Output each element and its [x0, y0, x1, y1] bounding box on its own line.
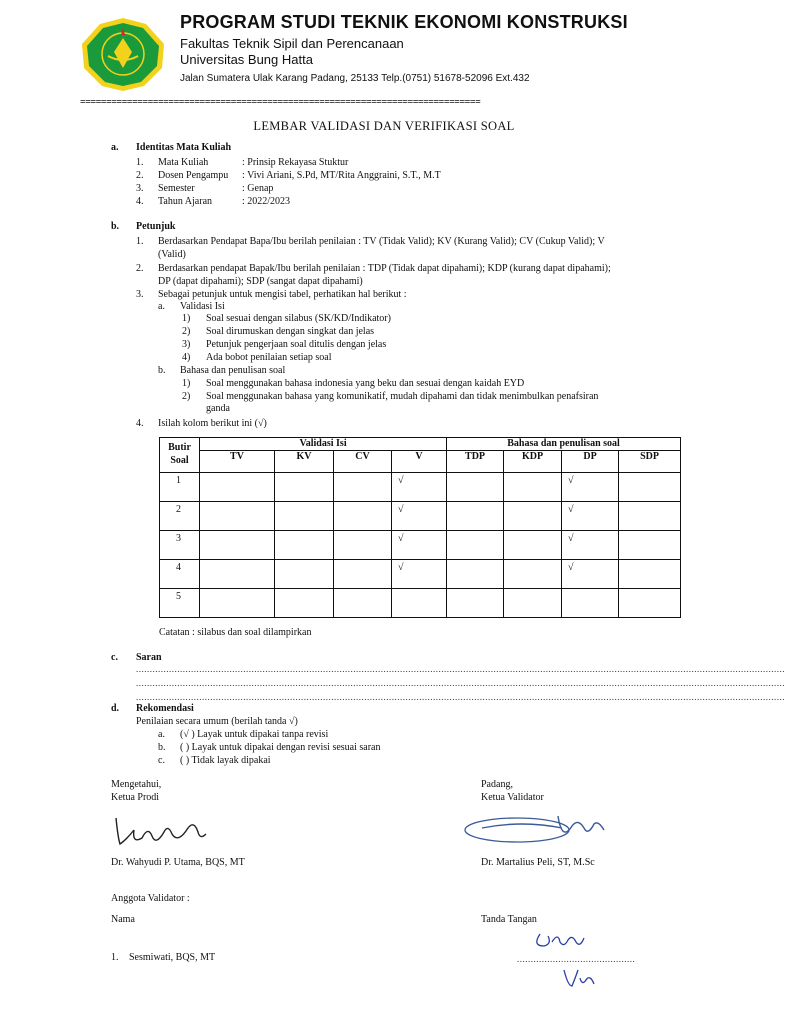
check-cell[interactable]: [619, 502, 681, 531]
butir-number: 1: [160, 473, 200, 502]
check-cell[interactable]: [200, 589, 275, 618]
left-signer-name: Dr. Wahyudi P. Utama, BQS, MT: [111, 857, 245, 868]
head-signature: [112, 810, 212, 852]
criteria-num: 2): [182, 326, 191, 337]
sub-letter: b.: [158, 365, 166, 376]
identity-value: : Vivi Ariani, S.Pd, MT/Rita Anggraini, S.T., M.T: [242, 170, 441, 181]
col-header-cv: CV: [334, 451, 392, 473]
table-row: [160, 473, 681, 502]
check-cell[interactable]: √: [392, 473, 447, 502]
table-row: [160, 589, 681, 618]
table-note: Catatan : silabus dan soal dilampirkan: [159, 627, 312, 638]
instruction-num: 3.: [136, 289, 144, 300]
col-header-tdp: TDP: [447, 451, 504, 473]
bahasa-header: Bahasa dan penulisan soal: [447, 438, 681, 451]
section-d-letter: d.: [111, 703, 120, 714]
right-label1: Padang,: [481, 779, 513, 790]
check-cell[interactable]: √: [562, 531, 619, 560]
recommendation-intro: Penilaian secara umum (berilah tanda √): [136, 716, 298, 727]
check-cell[interactable]: [275, 560, 334, 589]
sub-title: Bahasa dan penulisan soal: [180, 365, 286, 376]
check-cell[interactable]: √: [392, 531, 447, 560]
validasi-isi-header: Validasi Isi: [200, 438, 447, 451]
identity-num: 3.: [136, 183, 144, 194]
header-divider: =============================================================================: [80, 97, 481, 108]
section-a-heading: Identitas Mata Kuliah: [136, 142, 232, 153]
section-b-heading: Petunjuk: [136, 221, 176, 232]
check-cell[interactable]: [619, 531, 681, 560]
check-cell[interactable]: √: [392, 502, 447, 531]
member-signature: [560, 964, 600, 992]
validation-table: [159, 437, 681, 618]
members-col-name: Nama: [111, 914, 135, 925]
section-c-heading: Saran: [136, 652, 162, 663]
butir-number: 2: [160, 502, 200, 531]
criteria-num: 4): [182, 352, 191, 363]
check-cell[interactable]: √: [562, 473, 619, 502]
identity-label: Semester: [158, 183, 195, 194]
col-header-kv: KV: [275, 451, 334, 473]
identity-num: 4.: [136, 196, 144, 207]
member-name: Sesmiwati, BQS, MT: [129, 952, 216, 963]
member-sign-line: ...........................................: [517, 954, 636, 964]
col-header-sdp: SDP: [619, 451, 681, 473]
member-num: 1.: [111, 952, 119, 963]
identity-label: Tahun Ajaran: [158, 196, 213, 207]
check-cell[interactable]: [200, 502, 275, 531]
col-header-v: V: [392, 451, 447, 473]
criteria-num: 1): [182, 378, 191, 389]
check-cell[interactable]: [334, 589, 392, 618]
option-text: (√ ) Layak untuk dipakai tanpa revisi: [180, 729, 329, 740]
saran-line: ............................................................................................................................................................................................................................................: [136, 678, 785, 688]
option-letter: b.: [158, 742, 166, 753]
butir-number: 5: [160, 589, 200, 618]
criteria-text: Soal menggunakan bahasa indonesia yang beku dan sesuai dengan kaidah EYD: [206, 378, 525, 389]
option-letter: a.: [158, 729, 165, 740]
check-cell[interactable]: [447, 560, 504, 589]
check-cell[interactable]: [504, 560, 562, 589]
criteria-text: Petunjuk pengerjaan soal ditulis dengan jelas: [206, 339, 387, 350]
criteria-text: Soal menggunakan bahasa yang komunikatif, mudah dipahami dan tidak menimbulkan penafsiran: [206, 391, 599, 402]
saran-line: ............................................................................................................................................................................................................................................: [136, 692, 785, 702]
check-cell[interactable]: [392, 589, 447, 618]
butir-soal-header: Butir Soal: [160, 438, 200, 473]
faculty-name: Fakultas Teknik Sipil dan Perencanaan: [180, 36, 404, 51]
table-row: [160, 560, 681, 589]
option-text: ( ) Tidak layak dipakai: [180, 755, 271, 766]
right-signer-name: Dr. Martalius Peli, ST, M.Sc: [481, 857, 595, 868]
left-label1: Mengetahui,: [111, 779, 162, 790]
check-cell[interactable]: [200, 531, 275, 560]
criteria-text: Ada bobot penilaian setiap soal: [206, 352, 332, 363]
criteria-num: 2): [182, 391, 191, 402]
identity-num: 2.: [136, 170, 144, 181]
check-cell[interactable]: [275, 589, 334, 618]
section-c-letter: c.: [111, 652, 118, 663]
check-cell[interactable]: [504, 473, 562, 502]
identity-label: Mata Kuliah: [158, 157, 209, 168]
criteria-num: 1): [182, 313, 191, 324]
check-cell[interactable]: [447, 502, 504, 531]
identity-value: : Prinsip Rekayasa Stuktur: [242, 157, 349, 168]
member-signature: [530, 924, 590, 954]
check-cell[interactable]: [447, 589, 504, 618]
instruction-text: Berdasarkan Pendapat Bapa/Ibu berilah penilaian : TV (Tidak Valid); KV (Kurang Valid); CV (Cukup Valid); V: [158, 236, 605, 247]
check-cell[interactable]: [275, 473, 334, 502]
option-text: ( ) Layak untuk dipakai dengan revisi sesuai saran: [180, 742, 381, 753]
table-row: [160, 502, 681, 531]
check-cell[interactable]: [504, 531, 562, 560]
members-title: Anggota Validator :: [111, 893, 190, 904]
option-letter: c.: [158, 755, 165, 766]
sub-letter: a.: [158, 301, 165, 312]
check-cell[interactable]: [447, 473, 504, 502]
instruction-num: 2.: [136, 263, 144, 274]
members-col-sign: Tanda Tangan: [481, 914, 537, 925]
instruction-text: Berdasarkan pendapat Bapak/Ibu berilah penilaian : TDP (Tidak dapat dipahami); KDP (kurang dapat dipahami);: [158, 263, 611, 274]
instruction-num: 1.: [136, 236, 144, 247]
check-cell[interactable]: [334, 560, 392, 589]
identity-value: : 2022/2023: [242, 196, 291, 207]
check-cell[interactable]: [447, 531, 504, 560]
right-label2: Ketua Validator: [481, 792, 544, 803]
instruction-text: Sebagai petunjuk untuk mengisi tabel, perhatikan hal berikut :: [158, 289, 407, 300]
check-cell[interactable]: [334, 502, 392, 531]
section-d-heading: Rekomendasi: [136, 703, 194, 714]
section-b-letter: b.: [111, 221, 120, 232]
identity-num: 1.: [136, 157, 144, 168]
check-cell[interactable]: √: [562, 560, 619, 589]
check-cell[interactable]: [334, 531, 392, 560]
check-cell[interactable]: [200, 560, 275, 589]
saran-line: ............................................................................................................................................................................................................................................: [136, 664, 785, 674]
identity-label: Dosen Pengampu: [158, 170, 229, 181]
check-cell[interactable]: [504, 502, 562, 531]
check-cell[interactable]: [275, 531, 334, 560]
col-header-kdp: KDP: [504, 451, 562, 473]
document-title: LEMBAR VALIDASI DAN VERIFIKASI SOAL: [253, 119, 515, 133]
col-header-tv: TV: [200, 451, 275, 473]
butir-number: 3: [160, 531, 200, 560]
instruction-text: DP (dapat dipahami); SDP (sangat dapat dipahami): [158, 276, 363, 287]
instruction-text: (Valid): [158, 249, 186, 260]
col-header-dp: DP: [562, 451, 619, 473]
check-cell[interactable]: √: [562, 502, 619, 531]
check-cell[interactable]: [619, 560, 681, 589]
address: Jalan Sumatera Ulak Karang Padang, 25133 Telp.(0751) 51678-52096 Ext.432: [180, 73, 530, 84]
check-cell[interactable]: [504, 589, 562, 618]
check-cell[interactable]: √: [392, 560, 447, 589]
sub-title: Validasi Isi: [180, 301, 225, 312]
university-name: Universitas Bung Hatta: [180, 52, 313, 67]
butir-number: 4: [160, 560, 200, 589]
section-a-letter: a.: [111, 142, 119, 153]
table-row: [160, 531, 681, 560]
criteria-text: Soal sesuai dengan silabus (SK/KD/Indikator): [206, 313, 391, 324]
criteria-num: 3): [182, 339, 191, 350]
university-logo: [78, 16, 168, 92]
validator-signature: [462, 806, 612, 852]
instruction-text: Isilah kolom berikut ini (√): [158, 418, 267, 429]
check-cell[interactable]: [200, 473, 275, 502]
check-cell[interactable]: [562, 589, 619, 618]
check-cell[interactable]: [619, 473, 681, 502]
criteria-text: ganda: [206, 403, 230, 414]
check-cell[interactable]: [619, 589, 681, 618]
criteria-text: Soal dirumuskan dengan singkat dan jelas: [206, 326, 375, 337]
program-title: PROGRAM STUDI TEKNIK EKONOMI KONSTRUKSI: [180, 12, 628, 32]
check-cell[interactable]: [275, 502, 334, 531]
identity-value: : Genap: [242, 183, 274, 194]
left-label2: Ketua Prodi: [111, 792, 160, 803]
instruction-num: 4.: [136, 418, 144, 429]
check-cell[interactable]: [334, 473, 392, 502]
